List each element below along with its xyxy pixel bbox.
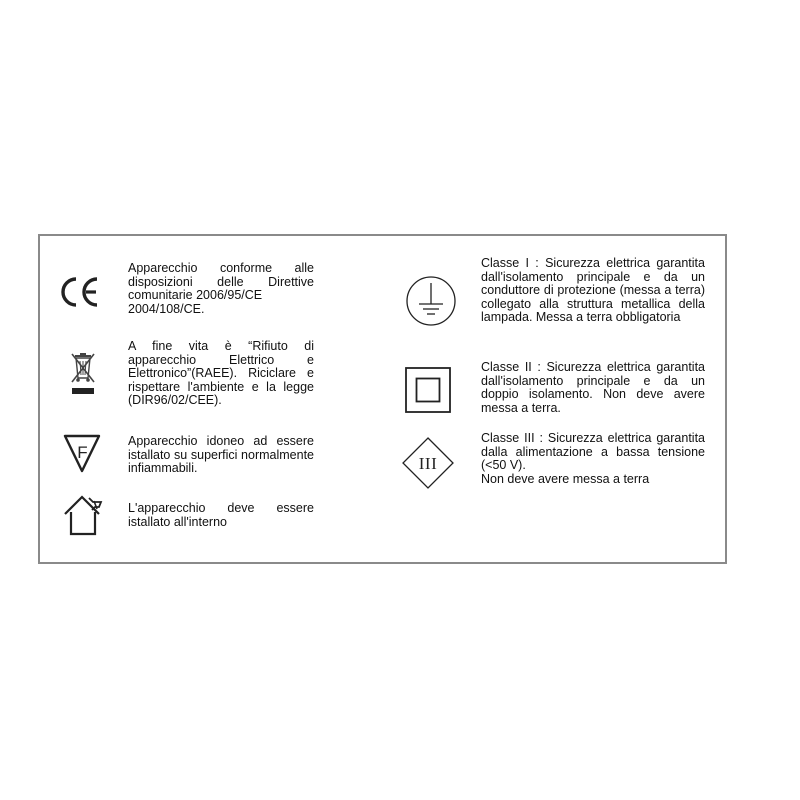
label-frame <box>38 234 727 564</box>
weee-crossed-bin-icon <box>70 352 96 398</box>
indoor-house-icon <box>61 492 107 538</box>
flammable-f-triangle-icon <box>62 433 102 473</box>
class-two-text: Classe II : Sicurezza elettrica garantita dall'isolamento principale e da un doppio isolamento. Non deve avere messa a terra. <box>481 360 705 415</box>
class-one-text: Classe I : Sicurezza elettrica garantita dall'isolamento principale e da un conduttore di protezione (messa a terra) collegato alla struttura metallica della lampada. Messa a terra obbligatoria <box>481 256 705 325</box>
ce-mark-icon <box>58 276 102 308</box>
flammable-surface-text: Apparecchio idoneo ad essere istallato su superfici normalmente infiammabili. <box>128 434 314 476</box>
indoor-use-text: L'apparecchio deve essere istallato all'interno <box>128 501 314 529</box>
class-three-diamond-icon <box>401 436 455 490</box>
class-three-icon-numeral: III <box>418 454 438 473</box>
weee-disposal-text: A fine vita è “Rifiuto di apparecchio Elettrico e Elettronico”(RAEE). Riciclare e rispettare l'ambiente e la legge (DIR96/02/CEE). <box>128 339 314 408</box>
protective-earth-icon <box>404 274 458 328</box>
flammable-icon-letter: F <box>77 443 88 462</box>
double-insulation-icon <box>405 367 451 413</box>
ce-conformity-text: Apparecchio conforme alle disposizioni delle Direttive comunitarie 2006/95/CE 2004/108/CE. <box>128 261 314 316</box>
class-three-text: Classe III : Sicurezza elettrica garantita dalla alimentazione a bassa tensione (<50 V). Non deve avere messa a terra <box>481 431 705 486</box>
